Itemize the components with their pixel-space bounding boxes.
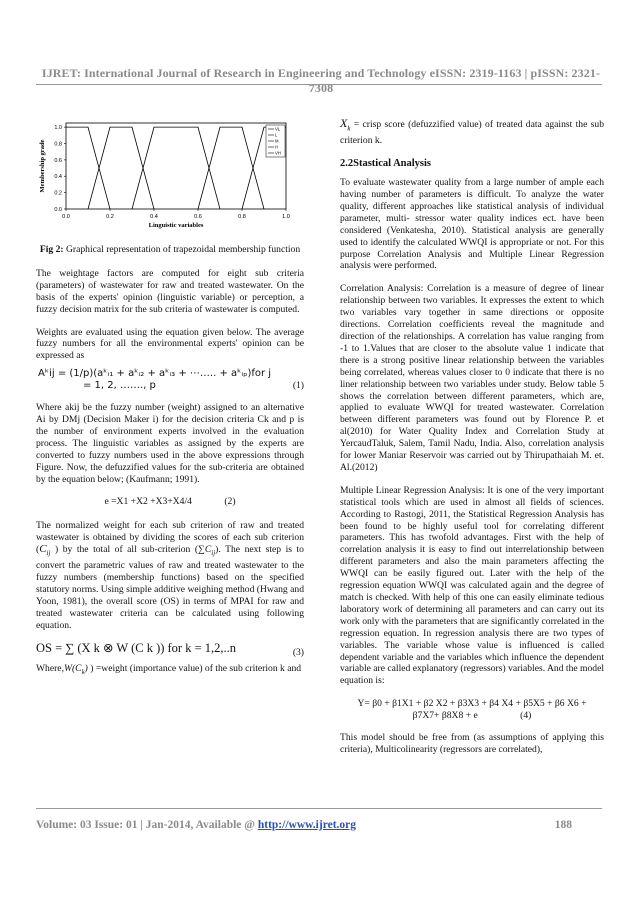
section-heading: 2.2Stastical Analysis bbox=[340, 158, 432, 170]
paragraph-text: The normalized weight for each sub criterion of raw and treated wastewater is obtained by dividing the scores of each sub criterion ( bbox=[36, 520, 304, 556]
paragraph: Correlation Analysis: Correlation is a measure of degree of linear relationship between two variables. It expresses the extent to which two variables vary together in same directions or opposite directions. Correlation coefficients reveal the magnitude and direction of the relationships. A correlation has value ranging from -1 to 1.Values that are closer to the absolute value 1 indicate that there is a strong positive linear relationship between the variables being correlated, whereas values closer to 0 indicate that there is no liner relationship between two variables under study. Below table 5 shows the correlation between different parameters, which are, applied to evaluate WWQI for treated wastewater. Correlation between different parameters was found out by Florence P. et al(2010) for Water Quality Index and Correlation Study at YercaudTaluk, Salem, Tamil Nadu, India. Also, correlation analysis for lower Maniar Reservoir was carried out by Thirupathaiah M. et. Al.(2012) bbox=[340, 283, 604, 473]
header-rule bbox=[36, 84, 602, 85]
y-tick-label: 0.4 bbox=[54, 174, 62, 181]
y-tick-label: 1.0 bbox=[54, 125, 62, 132]
paragraph bbox=[36, 663, 304, 679]
figure-caption bbox=[36, 244, 304, 256]
equation-4-line2: β7X7+ β8X8 + e bbox=[412, 710, 478, 722]
equation-1-line2-wrap bbox=[38, 380, 304, 392]
c-ij-subscript: ij bbox=[46, 549, 51, 558]
equation-4 bbox=[340, 698, 604, 722]
legend-entry: L bbox=[275, 132, 278, 138]
sum-c-subscript: ij bbox=[211, 549, 216, 558]
figure-caption-label: Fig 2: bbox=[39, 244, 64, 255]
paragraph-text: ). The next step is to convert the parametric values of raw and treated wastewater to the fuzzy numbers (membership functions) based on the specified statutory norms. Using simple additive weighing method (Hwang and Yoon, 1981), the overall score (OS) in terms of MPAI for raw and treated wastewater criteria can be calculated using following equation. bbox=[36, 544, 304, 631]
paragraph-text: ) by the total of all sub-criterion ( bbox=[54, 544, 199, 556]
w-ck-subscript: k bbox=[81, 667, 85, 676]
paragraph: To evaluate wastewater quality from a large number of ample each having number of parameters is difficult. To analyze the water quality, different approaches like statistical analysis of individual parameter, multi- stressor water quality indices ect. have been considered (Venkatesha, 2010). Statistical analysis are generally used to identify the calculated WWQI is appropriate or not. For this purpose Correlation Analysis and Multiple Linear Regression analysis were performed. bbox=[340, 177, 604, 272]
legend-entry: H bbox=[275, 144, 279, 150]
paragraph: Where akij be the fuzzy number (weight) assigned to an alternative Ai by DMj (Decision Maker i) for the decision criteria Ck and p is the number of environment experts involved in the evaluation process. The linguistic variables as assigned by the experts are converted to fuzzy numbers used in the above expressions through Figure. Now, the defuzzified values for the sub-criteria are obtained by the equation below; (Kaufmann; 1991). bbox=[36, 402, 304, 485]
equation-3 bbox=[36, 640, 304, 658]
paragraph bbox=[340, 118, 604, 147]
x-tick-label: 0.4 bbox=[150, 214, 158, 220]
legend-entry: M bbox=[275, 138, 279, 144]
paragraph: The weightage factors are computed for eight sub criteria (parameters) of wastewater for raw and treated wastewater. On the basis of the experts' opinion (linguistic variable) or perception, a fuzzy decision matrix for the sub criteria of wastewater is computed. bbox=[36, 267, 304, 315]
c-ij-letter: C bbox=[39, 543, 47, 556]
equation-2 bbox=[36, 496, 304, 508]
x-tick-label: 0.2 bbox=[106, 214, 114, 220]
footer bbox=[36, 819, 602, 831]
x-axis-label: Linguistic variables bbox=[148, 222, 204, 229]
y-tick-label: 0.0 bbox=[54, 207, 62, 213]
equation-1-line2: = 1, 2, ……., p bbox=[83, 380, 156, 392]
sum-c-ij-symbol bbox=[198, 544, 216, 558]
equation-3-text: OS = ∑ (X k ⊗ W (C k )) for k = 1,2,..n bbox=[36, 640, 237, 655]
y-tick-label: 0.6 bbox=[54, 157, 62, 164]
left-column bbox=[36, 116, 304, 689]
series-line-l bbox=[88, 127, 154, 209]
page-number: 188 bbox=[554, 819, 572, 831]
legend-entry: VL bbox=[275, 126, 281, 132]
w-ck-letters: W(C bbox=[63, 662, 82, 674]
equation-3-number: (3) bbox=[292, 646, 304, 658]
equation-4-number: (4) bbox=[520, 710, 532, 722]
legend-entry: VH bbox=[275, 150, 281, 156]
x-tick-label: 0.6 bbox=[194, 214, 202, 220]
x-k-subscript: k bbox=[347, 124, 351, 133]
equation-4-line2-wrap bbox=[340, 710, 604, 722]
journal-link[interactable]: http://www.ijret.org bbox=[257, 819, 357, 831]
paragraph-text: ) =weight (importance value) of the sub criterion k and bbox=[90, 662, 302, 674]
figure-caption-text: Graphical representation of trapezoidal membership function bbox=[65, 244, 301, 255]
footer-text: Volume: 03 Issue: 01 | Jan-2014, Available @ bbox=[36, 819, 258, 831]
membership-chart bbox=[36, 116, 304, 236]
equation-4-line1: Y= β0 + β1X1 + β2 X2 + β3X3 + β4 X4 + β5X5 + β6 X6 + bbox=[357, 698, 587, 710]
x-tick-label: 0.8 bbox=[238, 214, 246, 220]
series-line-vl bbox=[66, 127, 110, 209]
paragraph: This model should be free from (as assumptions of applying this criteria), Multicolinearity (regressors are correlated), bbox=[340, 732, 604, 755]
x-k-letter: X bbox=[340, 116, 348, 130]
y-tick-label: 0.8 bbox=[54, 141, 62, 148]
footer-rule bbox=[36, 808, 602, 809]
series-line-h bbox=[198, 127, 264, 209]
membership-chart-svg bbox=[36, 116, 304, 236]
w-ck-symbol: $W(C_k)$ bbox=[63, 662, 88, 676]
y-axis-label: Membership grade bbox=[39, 139, 46, 193]
x-tick-label: 1.0 bbox=[282, 214, 290, 220]
paragraph: Weights are evaluated using the equation given below. The average fuzzy numbers for all the environmental experts' opinion can be expressed as bbox=[36, 326, 304, 362]
paragraph-text: = crisp score (defuzzified value) of treated data against the sub criterion k. bbox=[340, 119, 604, 147]
journal-header: IJRET: International Journal of Research in Engineering and Technology eISSN: 2319-1163 | pISSN: 2321-7308 bbox=[41, 66, 601, 95]
equation-1-number: (1) bbox=[292, 380, 304, 392]
equation-1-line1: Aᵏij = (1/p)(aᵏᵢ₁ + aᵏᵢ₂ + aᵏᵢ₃ + ⋯….. + aᵏᵢₚ)for j bbox=[38, 368, 272, 380]
right-column bbox=[340, 116, 604, 767]
equation-1 bbox=[36, 368, 304, 392]
series-line-m bbox=[132, 127, 220, 209]
x-k-symbol bbox=[340, 116, 351, 133]
equation-2-number: (2) bbox=[224, 496, 236, 508]
y-tick-label: 0.2 bbox=[54, 190, 62, 197]
c-ij-symbol bbox=[39, 543, 51, 558]
x-tick-label: 0.0 bbox=[62, 214, 70, 220]
paragraph: Multiple Linear Regression Analysis: It is one of the very important statistical tools which are used in almost all fields of sciences. According to Rastogi, 2011, the Statistical Regression Analysis has been found to be highly useful tool for correlating different parameters. This has twofold advantages. First with the help of correlation analysis it is easy to find out interrelationship between different parameters and also the main parameters affecting the WWQI can be easily figured out. Later with the help of the regression equation WWQI was calculated again and the degree of match is checked. With help of this one can easily eliminate tedious laboratory work of determining all parameters and can carry out its work only with the parameters that are significantly correlated in the regression equation. In regression analysis there are two types of variables. The variable whose value is influenced is called dependent variable and the variables which influence the dependent variable are called explanatory (regressors) variables. And the model equation is: bbox=[340, 484, 604, 687]
paragraph-text: Where, bbox=[36, 662, 64, 674]
equation-2-text: e =X1 +X2 +X3+X4/4 bbox=[104, 496, 192, 508]
paragraph bbox=[36, 520, 304, 631]
plot-frame bbox=[66, 123, 286, 209]
sum-c-letter: ∑C bbox=[198, 544, 212, 556]
